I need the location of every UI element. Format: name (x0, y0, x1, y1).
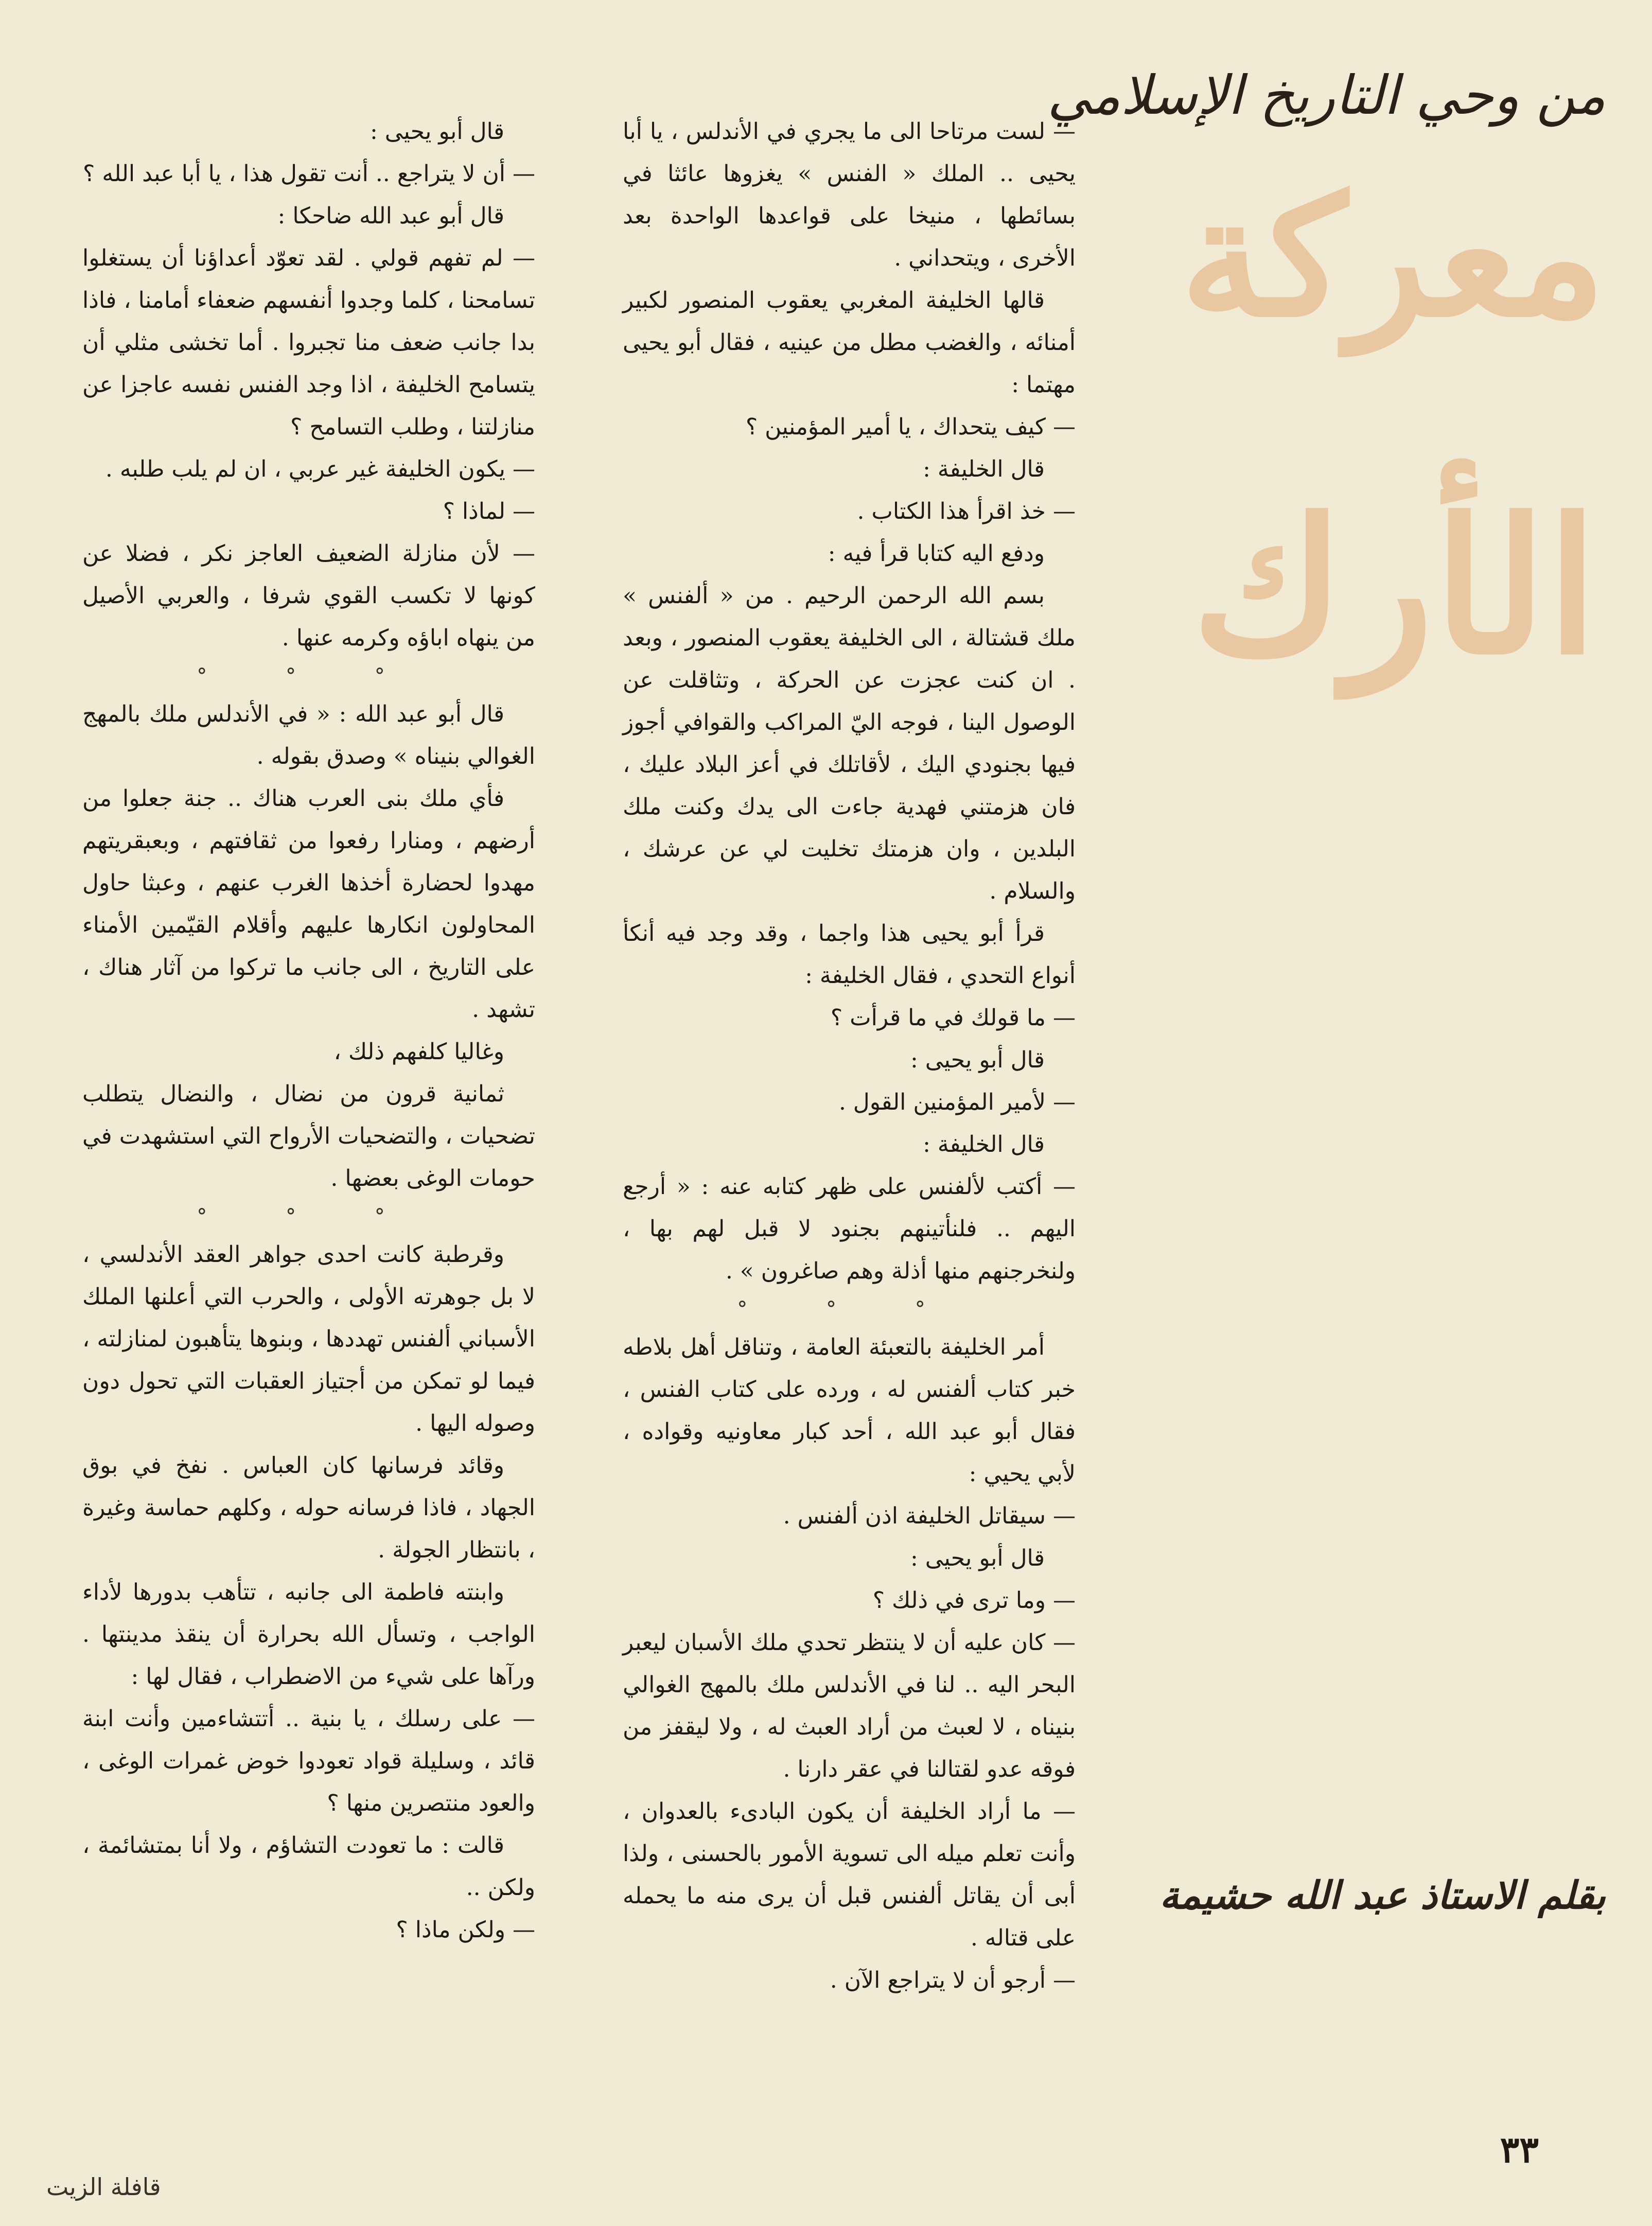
dialogue-line: — ولكن ماذا ؟ (82, 1909, 535, 1951)
dialogue-line: — يكون الخليفة غير عربي ، ان لم يلب طلبه . (82, 448, 535, 490)
dialogue-line: — لست مرتاحا الى ما يجري في الأندلس ، يا أبا يحيى .. الملك « الفنس » يغزوها عائثا في بسائطها ، منيخا على قواعدها الواحدة بعد الأخرى ، ويتحداني . (623, 111, 1076, 279)
paragraph: قال الخليفة : (923, 456, 1045, 482)
paragraph: أمر الخليفة بالتعبئة العامة ، وتناقل أهل بلاطه خبر كتاب ألفنس له ، ورده على كتاب الفنس ، فقال أبو عبد الله ، أحد كبار معاونيه وقواده ، لأبي يحيي : (623, 1334, 1076, 1487)
dialogue-line: — كيف يتحداك ، يا أمير المؤمنين ؟ (623, 406, 1076, 448)
article-title-line-1: معركة (1180, 161, 1606, 354)
article-title-line-2: الأرك (1191, 478, 1598, 695)
paragraph: فأي ملك بنى العرب هناك .. جنة جعلوا من أرضهم ، ومنارا رفعوا من ثقافتهم ، وبعبقريتهم مهدوا لحضارة أخذها الغرب عنهم ، وعبثا حاول المحاولون انكارها عليهم وأقلام القيّمين الأمناء على التاريخ ، الى جانب ما تركوا من آثار هناك ، تشهد . (82, 785, 535, 1023)
series-heading: من وحي التاريخ الإسلامي (1047, 64, 1606, 127)
dialogue-line: — لم تفهم قولي . لقد تعوّد أعداؤنا أن يستغلوا تسامحنا ، كلما وجدوا أنفسهم ضعفاء أمامنا ، فاذا بدا جانب ضعف منا تجبروا . أما تخشى مثلي أن يتسامح الخليفة ، اذا وجد الفنس نفسه عاجزا عن منازلتنا ، وطلب التسامح ؟ (82, 237, 535, 448)
dialogue-line: — ما قولك في ما قرأت ؟ (623, 997, 1076, 1039)
paragraph: بسم الله الرحمن الرحيم . من « ألفنس » ملك قشتالة ، الى الخليفة يعقوب المنصور ، وبعد . ان كنت عجزت عن الحركة ، وتثاقلت عن الوصول الينا ، فوجه اليّ المراكب والقوافي أجوز فيها بجنودي اليك ، لأقاتلك في أعز البلاد عليك ، فان هزمتني فهدية جاءت الى يدك وكنت ملك البلدين ، وان هزمتك تخليت لي عن عرشك ، والسلام . (623, 583, 1076, 904)
paragraph: قال أبو يحيى : (910, 1545, 1045, 1571)
dialogue-line: — لأمير المؤمنين القول . (623, 1081, 1076, 1124)
text-column-left (82, 111, 535, 1951)
paragraph: قال أبو عبد الله ضاحكا : (277, 203, 504, 229)
paragraph: قرأ أبو يحيى هذا واجما ، وقد وجد فيه أنكأ أنواع التحدي ، فقال الخليفة : (623, 920, 1076, 989)
dialogue-line: — خذ اقرأ هذا الكتاب . (623, 490, 1076, 533)
dialogue-line: — كان عليه أن لا ينتظر تحدي ملك الأسبان ليعبر البحر اليه .. لنا في الأندلس ملك بالمهج الغوالي بنيناه ، لا لعبث من أراد العبث له ، ولا ليقفز من فوقه عدو لقتالنا في عقر دارنا . (623, 1622, 1076, 1791)
dialogue-line: — أن لا يتراجع .. أنت تقول هذا ، يا أبا عبد الله ؟ (82, 153, 535, 195)
paragraph: ودفع اليه كتابا قرأ فيه : (828, 540, 1045, 567)
paragraph: وقرطبة كانت احدى جواهر العقد الأندلسي ، لا بل جوهرته الأولى ، والحرب التي أعلنها الملك الأسباني ألفنس تهددها ، وبنوها يتأهبون لمنازلته ، فيما لو تمكن من أجتياز العقبات التي تحول دون وصوله اليها . (82, 1241, 535, 1436)
dialogue-line: — وما ترى في ذلك ؟ (623, 1580, 1076, 1622)
magazine-footer: قافلة الزيت (46, 2173, 161, 2201)
dialogue-line: — ما أراد الخليفة أن يكون البادىء بالعدوان ، وأنت تعلم ميله الى تسوية الأمور بالحسنى ، ولذا أبى أن يقاتل ألفنس قبل أن يرى منه ما يحمله على قتاله . (623, 1791, 1076, 1959)
section-separator: ° ° ° (197, 1205, 421, 1229)
paragraph: قال أبو يحيى : (370, 118, 504, 145)
dialogue-line: — سيقاتل الخليفة اذن ألفنس . (623, 1495, 1076, 1537)
page-number: ٣٣ (1500, 2128, 1539, 2171)
paragraph: قالت : ما تعودت التشاؤم ، ولا أنا بمتشائمة ، ولكن .. (82, 1832, 535, 1901)
paragraph: وغاليا كلفهم ذلك ، (333, 1039, 504, 1065)
paragraph: قال أبو عبد الله : « في الأندلس ملك بالمهج الغوالي بنيناه » وصدق بقوله . (82, 701, 535, 769)
article-title (1180, 154, 1606, 746)
paragraph: ثمانية قرون من نضال ، والنضال يتطلب تضحيات ، والتضحيات الأرواح التي استشهدت في حومات الوغى بعضها . (82, 1081, 535, 1191)
paragraph: قال الخليفة : (923, 1131, 1045, 1158)
paragraph: وابنته فاطمة الى جانبه ، تتأهب بدورها لأداء الواجب ، وتسأل الله بحرارة أن ينقذ مدينتها . ورآها على شيء من الاضطراب ، فقال لها : (82, 1579, 535, 1690)
paragraph: وقائد فرسانها كان العباس . نفخ في بوق الجهاد ، فاذا فرسانه حوله ، وكلهم حماسة وغيرة ، بانتظار الجولة . (82, 1452, 535, 1563)
section-separator: ° ° ° (197, 664, 421, 688)
author-byline: بقلم الاستاذ عبد الله حشيمة (1159, 1873, 1606, 1918)
section-separator: ° ° ° (737, 1298, 961, 1321)
dialogue-line: — لماذا ؟ (82, 490, 535, 533)
dialogue-line: — لأن منازلة الضعيف العاجز نكر ، فضلا عن كونها لا تكسب القوي شرفا ، والعربي الأصيل من ينهاه اباؤه وكرمه عنها . (82, 533, 535, 659)
text-column-middle (623, 111, 1076, 2002)
paragraph: قال أبو يحيى : (910, 1047, 1045, 1073)
paragraph: قالها الخليفة المغربي يعقوب المنصور لكبير أمنائه ، والغضب مطل من عينيه ، فقال أبو يحيى مهتما : (623, 287, 1076, 398)
dialogue-line: — أكتب لألفنس على ظهر كتابه عنه : « أرجع اليهم .. فلنأتينهم بجنود لا قبل لهم بها ، ولنخرجنهم منها أذلة وهم صاغرون » . (623, 1166, 1076, 1292)
dialogue-line: — على رسلك ، يا بنية .. أتتشاءمين وأنت ابنة قائد ، وسليلة قواد تعودوا خوض غمرات الوغى ، والعود منتصرين منها ؟ (82, 1698, 535, 1825)
dialogue-line: — أرجو أن لا يتراجع الآن . (623, 1959, 1076, 2002)
